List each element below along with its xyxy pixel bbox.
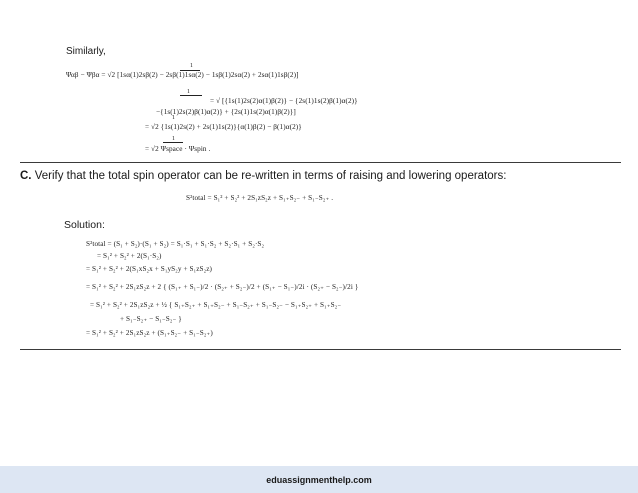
solution-line-2: = S₁² + S₂² + 2(S₁·S₂) bbox=[97, 252, 162, 260]
footer-website: eduassignmenthelp.com bbox=[266, 474, 372, 485]
fraction-numerator: 1 bbox=[172, 115, 175, 121]
fraction-numerator: 1 bbox=[172, 136, 175, 142]
equation-line-3: −{1s(1)2s(2)β(1)α(2)} + {2s(1)1s(2)α(1)β(2)}] bbox=[156, 108, 296, 116]
equation-line-5: = √2 Ψspace · Ψspin . bbox=[145, 145, 211, 153]
solution-label: Solution: bbox=[64, 219, 105, 231]
section-c-label: C. bbox=[20, 170, 32, 182]
solution-line-6: + S₁₋S₂₊ − S₁₋S₂₋ } bbox=[120, 315, 182, 323]
section-c-heading bbox=[20, 170, 506, 182]
section-c-formula: S²total = S₁² + S₂² + 2S₁zS₂z + S₁₊S₂₋ + S₁₋S₂₊ . bbox=[186, 194, 334, 202]
solution-line-1: S²total = (S₁ + S₂)·(S₁ + S₂) = S₁·S₁ + S₁·S₂ + S₂·S₁ + S₂·S₂ bbox=[86, 240, 265, 248]
section-divider-bottom bbox=[20, 349, 621, 350]
fraction-bar bbox=[180, 70, 200, 71]
fraction-bar bbox=[163, 142, 183, 143]
footer-bar bbox=[0, 466, 638, 493]
fraction-numerator: 1 bbox=[187, 89, 190, 95]
solution-line-7: = S₁² + S₂² + 2S₁zS₂z + (S₁₊S₂₋ + S₁₋S₂₊) bbox=[86, 329, 213, 337]
equation-line-1: Ψαβ − Ψβα = √2 [1sα(1)2sβ(2) − 2sβ(1)1sα(2) − 1sβ(1)2sα(2) + 2sα(1)1sβ(2)] bbox=[66, 71, 299, 79]
equation-line-2: = √ [{1s(1)2s(2)α(1)β(2)} − {2s(1)1s(2)β(1)α(2)} bbox=[210, 97, 358, 105]
solution-line-5: = S₁² + S₂² + 2S₁zS₂z + ½ { S₁₊S₂₊ + S₁₊S₂₋ + S₁₋S₂₊ + S₁₋S₂₋ − S₁₊S₂₊ + S₁₊S₂₋ bbox=[90, 301, 342, 309]
solution-line-4: = S₁² + S₂² + 2S₁zS₂z + 2 { (S₁₊ + S₁₋)/2 · (S₂₊ + S₂₋)/2 + (S₁₊ − S₁₋)/2i · (S₂₊ − S₂₋)/2i } bbox=[86, 283, 359, 291]
solution-line-3: = S₁² + S₂² + 2(S₁xS₂x + S₁yS₂y + S₁zS₂z) bbox=[86, 265, 213, 273]
fraction-bar bbox=[180, 95, 202, 96]
section-c-text: Verify that the total spin operator can be re-written in terms of raising and lowering operators: bbox=[34, 170, 507, 182]
fraction-numerator: 1 bbox=[190, 63, 193, 69]
equation-line-4: = √2 {1s(1)2s(2) + 2s(1)1s(2)}{α(1)β(2) − β(1)α(2)} bbox=[145, 123, 302, 131]
section-divider-top bbox=[20, 162, 621, 163]
similarly-label: Similarly, bbox=[66, 46, 106, 57]
